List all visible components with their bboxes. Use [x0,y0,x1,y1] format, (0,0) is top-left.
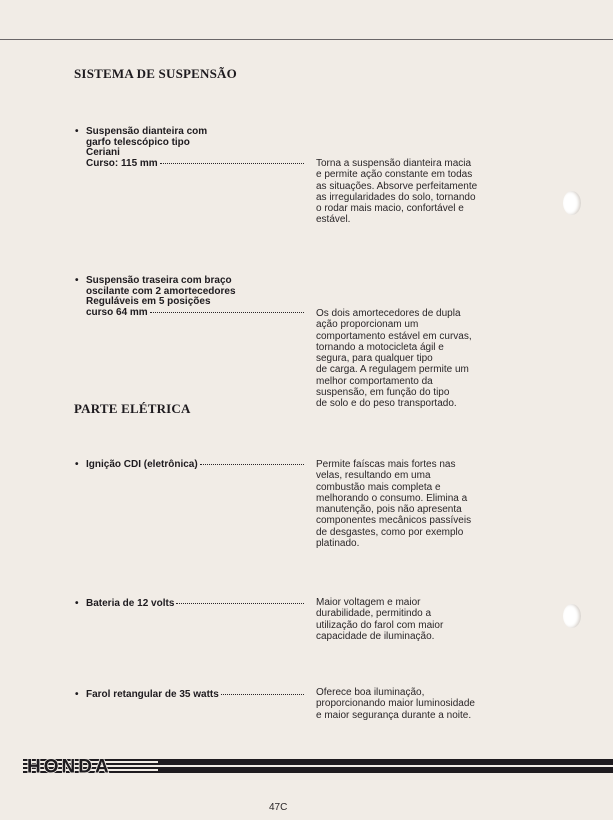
bullet-icon: • [75,689,79,700]
spec-label-line: garfo telescópico tipo [86,136,190,148]
section-heading-electrical: PARTE ELÉTRICA [74,401,191,416]
spec-item-rear-suspension [74,276,310,318]
spec-value: curso 64 mm [86,306,148,318]
spec-item-headlight [74,690,310,701]
footer-stripe-band [23,758,613,774]
honda-logo: HONDA [27,758,112,774]
bullet-icon: • [75,459,79,470]
dot-leader [176,603,304,604]
spec-value: Bateria de 12 volts [86,598,175,609]
bullet-icon: • [75,598,79,609]
description-battery: Maior voltagem e maior durabilidade, permitindo a utilização do farol com maior capacidade de iluminação. [316,597,444,642]
bullet-icon: • [75,126,79,137]
spec-value: Farol retangular de 35 watts [86,689,219,700]
spec-label-line: Suspensão dianteira com [86,126,208,137]
dot-leader [200,464,304,465]
binder-hole-top [563,191,581,215]
description-headlight: Oferece boa iluminação, proporcionando maior luminosidade e maior segurança durante a noite. [316,687,475,721]
spec-label-line: Suspensão traseira com braço [86,275,232,286]
page-number: 47C [269,802,288,813]
top-rule [0,0,613,41]
dot-leader [160,163,304,164]
spec-item-ignition [74,460,310,471]
description-rear-suspension: Os dois amortecedores de dupla ação proporcionam um comportamento estável em curvas, tornando a motocicleta ágil e segura, para qualquer tipo de carga. A regulagem permite um melhor comportamento da suspensão, em função do tipo de solo e do peso transportado. [316,308,472,410]
spec-label-line: oscilante com 2 amortecedores [86,285,236,297]
spec-value: Ignição CDI (eletrônica) [86,459,198,470]
spec-label-line: Ceriani [86,147,120,158]
dot-leader [150,312,304,313]
dot-leader [221,694,304,695]
binder-hole-bottom [563,604,581,628]
bullet-icon: • [75,275,79,286]
section-heading-suspension: SISTEMA DE SUSPENSÃO [74,66,237,81]
description-ignition: Permite faíscas mais fortes nas velas, resultando em uma combustão mais completa e melhorando o consumo. Elimina a manutenção, pois não apresenta componentes mecânicos passíveis de desgastes, como por exemplo platinado. [316,459,472,550]
spec-item-battery [74,599,310,610]
description-front-suspension: Torna a suspensão dianteira macia e permite ação constante em todas as situações. Absorve perfeitamente as irregularidades do solo, tornando o rodar mais macio, confortável e estável. [316,158,478,226]
spec-label-line: Reguláveis em 5 posições [86,296,211,307]
spec-value: Curso: 115 mm [86,157,158,169]
spec-item-front-suspension [74,127,310,169]
